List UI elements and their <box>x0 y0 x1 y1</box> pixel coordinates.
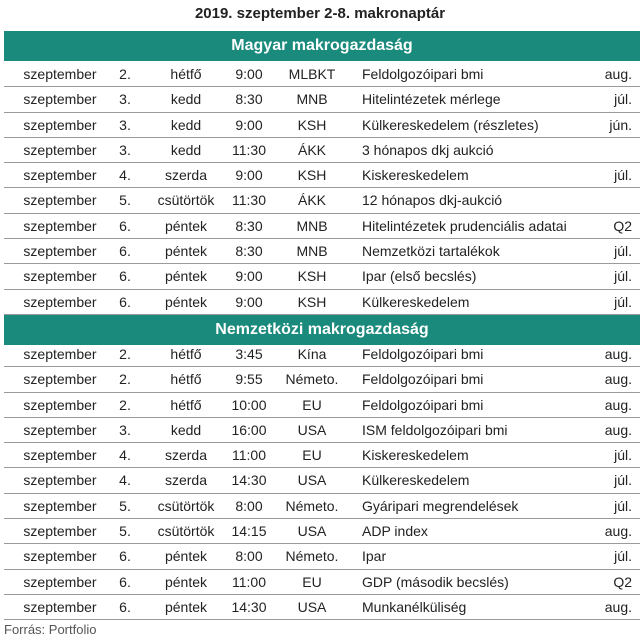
period-cell: Q2 <box>613 217 632 234</box>
weekday-cell: kedd <box>170 141 202 158</box>
table-row <box>4 138 640 163</box>
indicator-cell: Feldolgozóipari bmi <box>362 396 484 413</box>
period-cell: júl. <box>614 497 632 514</box>
month-cell: szeptember <box>23 167 97 184</box>
international-table <box>4 342 640 620</box>
time-cell: 11:00 <box>232 447 266 464</box>
indicator-cell: 12 hónapos dkj-aukció <box>362 192 503 209</box>
table-row <box>4 342 640 367</box>
weekday-cell: hétfő <box>170 66 202 82</box>
source-cell: USA <box>297 598 327 615</box>
day-cell: 4. <box>119 167 131 184</box>
table-row <box>4 264 640 289</box>
section-header-international: Nemzetközi makrogazdaság <box>4 315 640 345</box>
source-cell: USA <box>297 421 327 438</box>
indicator-cell: Hitelintézetek prudenciális adatai <box>362 217 567 234</box>
day-cell: 3. <box>119 421 131 438</box>
indicator-cell: Ipar <box>362 548 387 565</box>
time-cell: 8:30 <box>235 243 263 260</box>
time-cell: 9:00 <box>235 66 263 82</box>
table-row <box>4 239 640 264</box>
table-row <box>4 443 640 468</box>
indicator-cell: Külkereskedelem (részletes) <box>362 116 539 133</box>
source-cell: ÁKK <box>297 192 326 209</box>
time-cell: 8:30 <box>235 217 263 234</box>
indicator-cell: Feldolgozóipari bmi <box>362 66 484 82</box>
day-cell: 6. <box>119 573 131 590</box>
time-cell: 8:30 <box>235 91 263 108</box>
source-note: Forrás: Portfolio <box>4 622 97 637</box>
table-row <box>4 188 640 213</box>
period-cell: júl. <box>614 167 632 184</box>
time-cell: 14:15 <box>231 523 267 540</box>
indicator-cell: Feldolgozóipari bmi <box>362 346 484 362</box>
time-cell: 9:00 <box>235 268 263 285</box>
period-cell: aug. <box>604 523 632 540</box>
day-cell: 2. <box>119 396 131 413</box>
weekday-cell: hétfő <box>170 396 202 413</box>
period-cell: júl. <box>614 243 632 260</box>
month-cell: szeptember <box>23 396 97 413</box>
day-cell: 2. <box>119 66 131 82</box>
period-cell: aug. <box>604 346 632 362</box>
indicator-cell: GDP (második becslés) <box>362 573 509 590</box>
source-cell: KSH <box>297 167 327 184</box>
month-cell: szeptember <box>23 141 97 158</box>
time-cell: 9:00 <box>235 167 263 184</box>
indicator-cell: Gyáripari megrendelések <box>362 497 519 514</box>
weekday-cell: péntek <box>164 548 208 565</box>
period-cell: aug. <box>604 66 632 82</box>
source-cell: KSH <box>297 293 327 310</box>
period-cell: jún. <box>609 116 632 133</box>
table-row <box>4 570 640 595</box>
source-cell: Kína <box>297 346 327 362</box>
month-cell: szeptember <box>23 243 97 260</box>
table-row <box>4 113 640 138</box>
time-cell: 9:00 <box>235 293 263 310</box>
month-cell: szeptember <box>23 192 97 209</box>
day-cell: 3. <box>119 91 131 108</box>
time-cell: 14:30 <box>231 598 267 615</box>
period-cell: júl. <box>614 472 632 489</box>
section-header-hungarian: Magyar makrogazdaság <box>4 31 640 61</box>
source-cell: MNB <box>296 91 328 108</box>
month-cell: szeptember <box>23 548 97 565</box>
weekday-cell: kedd <box>170 421 202 438</box>
time-cell: 3:45 <box>235 346 263 362</box>
source-cell: USA <box>297 472 327 489</box>
weekday-cell: kedd <box>170 116 202 133</box>
time-cell: 9:00 <box>235 116 263 133</box>
time-cell: 8:00 <box>235 497 263 514</box>
indicator-cell: Külkereskedelem <box>362 472 470 489</box>
month-cell: szeptember <box>23 523 97 540</box>
source-cell: MNB <box>296 217 328 234</box>
source-cell: ÁKK <box>297 141 326 158</box>
day-cell: 6. <box>119 217 131 234</box>
time-cell: 14:30 <box>231 472 267 489</box>
indicator-cell: 3 hónapos dkj aukció <box>362 141 494 158</box>
table-row <box>4 494 640 519</box>
month-cell: szeptember <box>23 472 97 489</box>
day-cell: 5. <box>119 497 131 514</box>
indicator-cell: Nemzetközi tartalékok <box>362 243 500 260</box>
day-cell: 4. <box>119 472 131 489</box>
indicator-cell: ISM feldolgozóipari bmi <box>362 421 508 438</box>
table-row <box>4 214 640 239</box>
source-cell: USA <box>297 523 327 540</box>
weekday-cell: péntek <box>164 268 208 285</box>
day-cell: 6. <box>119 243 131 260</box>
day-cell: 3. <box>119 141 131 158</box>
indicator-cell: Kiskereskedelem <box>362 167 469 184</box>
source-cell: EU <box>302 447 322 464</box>
table-row <box>4 290 640 315</box>
weekday-cell: péntek <box>164 293 208 310</box>
table-row <box>4 87 640 112</box>
day-cell: 5. <box>119 523 131 540</box>
table-row <box>4 468 640 493</box>
table-row <box>4 544 640 569</box>
source-cell: Németo. <box>285 371 339 388</box>
table-row <box>4 62 640 87</box>
period-cell: júl. <box>614 293 632 310</box>
source-cell: KSH <box>297 116 327 133</box>
period-cell: aug. <box>604 396 632 413</box>
period-cell: júl. <box>614 268 632 285</box>
weekday-cell: péntek <box>164 217 208 234</box>
day-cell: 6. <box>119 268 131 285</box>
time-cell: 8:00 <box>235 548 263 565</box>
source-cell: MLBKT <box>288 66 336 82</box>
period-cell: júl. <box>614 548 632 565</box>
weekday-cell: csütörtök <box>157 192 215 209</box>
time-cell: 11:00 <box>232 573 266 590</box>
day-cell: 4. <box>119 447 131 464</box>
month-cell: szeptember <box>23 371 97 388</box>
period-cell: aug. <box>604 598 632 615</box>
indicator-cell: Ipar (első becslés) <box>362 268 477 285</box>
hungarian-table <box>4 62 640 315</box>
period-cell: aug. <box>604 421 632 438</box>
time-cell: 16:00 <box>231 421 267 438</box>
table-row <box>4 163 640 188</box>
page-title: 2019. szeptember 2-8. makronaptár <box>194 5 446 22</box>
month-cell: szeptember <box>23 66 97 82</box>
source-cell: Németo. <box>285 548 339 565</box>
month-cell: szeptember <box>23 598 97 615</box>
month-cell: szeptember <box>23 217 97 234</box>
month-cell: szeptember <box>23 91 97 108</box>
weekday-cell: szerda <box>164 447 208 464</box>
weekday-cell: péntek <box>164 598 208 615</box>
day-cell: 3. <box>119 116 131 133</box>
time-cell: 10:00 <box>231 396 267 413</box>
time-cell: 11:30 <box>232 192 266 209</box>
source-cell: Németo. <box>285 497 339 514</box>
indicator-cell: ADP index <box>362 523 428 540</box>
month-cell: szeptember <box>23 116 97 133</box>
day-cell: 6. <box>119 548 131 565</box>
source-cell: EU <box>302 573 322 590</box>
day-cell: 6. <box>119 293 131 310</box>
month-cell: szeptember <box>23 346 97 362</box>
day-cell: 5. <box>119 192 131 209</box>
month-cell: szeptember <box>23 421 97 438</box>
source-cell: EU <box>302 396 322 413</box>
indicator-cell: Hitelintézetek mérlege <box>362 91 501 108</box>
table-row <box>4 393 640 418</box>
weekday-cell: kedd <box>170 91 202 108</box>
table-row <box>4 418 640 443</box>
weekday-cell: hétfő <box>170 371 202 388</box>
weekday-cell: péntek <box>164 243 208 260</box>
period-cell: júl. <box>614 91 632 108</box>
day-cell: 6. <box>119 598 131 615</box>
weekday-cell: szerda <box>164 167 208 184</box>
weekday-cell: csütörtök <box>157 523 215 540</box>
day-cell: 2. <box>119 346 131 362</box>
indicator-cell: Kiskereskedelem <box>362 447 469 464</box>
weekday-cell: szerda <box>164 472 208 489</box>
table-row <box>4 595 640 620</box>
month-cell: szeptember <box>23 447 97 464</box>
weekday-cell: csütörtök <box>157 497 215 514</box>
period-cell: Q2 <box>613 573 632 590</box>
indicator-cell: Feldolgozóipari bmi <box>362 371 484 388</box>
period-cell: aug. <box>604 371 632 388</box>
indicator-cell: Külkereskedelem <box>362 293 470 310</box>
month-cell: szeptember <box>23 573 97 590</box>
day-cell: 2. <box>119 371 131 388</box>
indicator-cell: Munkanélküliség <box>362 598 467 615</box>
period-cell: júl. <box>614 447 632 464</box>
month-cell: szeptember <box>23 293 97 310</box>
weekday-cell: péntek <box>164 573 208 590</box>
table-row <box>4 519 640 544</box>
table-row <box>4 367 640 392</box>
source-cell: KSH <box>297 268 327 285</box>
weekday-cell: hétfő <box>170 346 202 362</box>
time-cell: 9:55 <box>235 371 263 388</box>
source-cell: MNB <box>296 243 328 260</box>
time-cell: 11:30 <box>232 141 266 158</box>
month-cell: szeptember <box>23 497 97 514</box>
month-cell: szeptember <box>23 268 97 285</box>
